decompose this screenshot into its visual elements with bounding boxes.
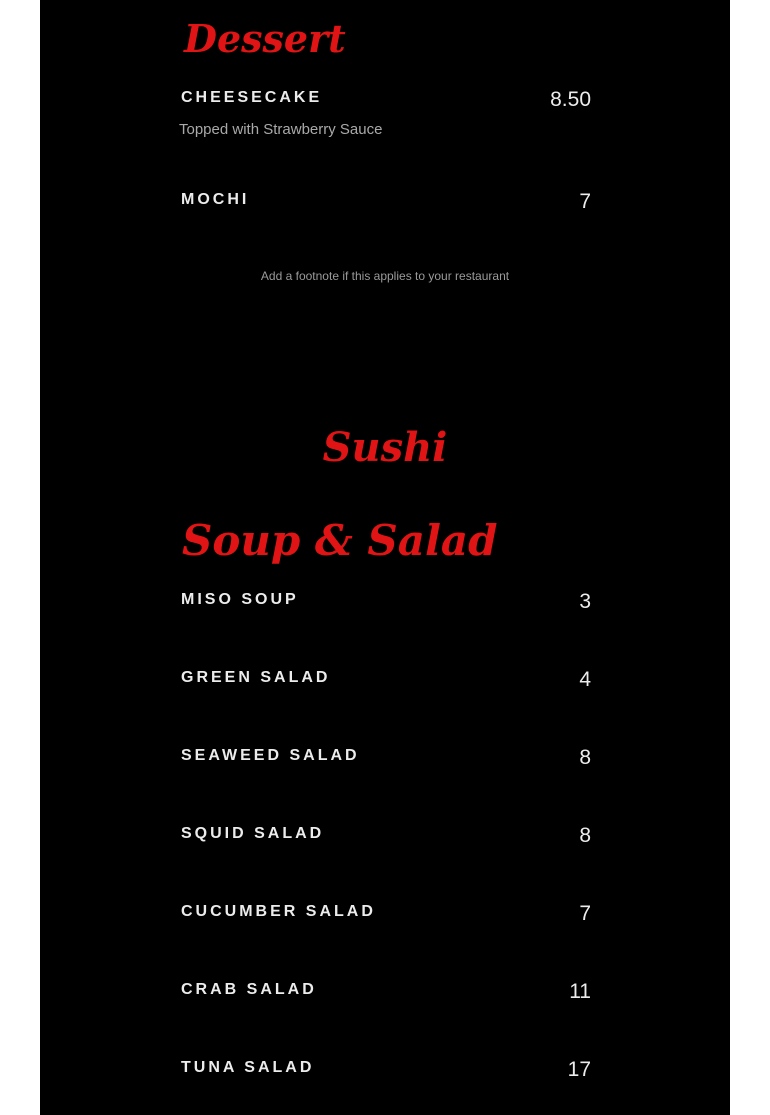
- menu-item-name: MISO SOUP: [181, 591, 299, 608]
- menu-page: [40, 0, 730, 1115]
- menu-item-price: 7: [579, 190, 591, 213]
- menu-item-price: 8: [579, 824, 591, 847]
- menu-item-name: GREEN SALAD: [181, 669, 331, 686]
- menu-item-price: 8.50: [550, 88, 591, 111]
- menu-item-name: TUNA SALAD: [181, 1059, 315, 1076]
- menu-item-name: MOCHI: [181, 191, 250, 208]
- menu-item-price: 7: [579, 902, 591, 925]
- soup-salad-heading: Soup & Salad: [182, 516, 498, 565]
- menu-item-name: SQUID SALAD: [181, 825, 325, 842]
- footnote: Add a footnote if this applies to your restaurant: [260, 269, 510, 283]
- menu-item-price: 8: [579, 746, 591, 769]
- menu-item-price: 3: [579, 590, 591, 613]
- menu-item-price: 11: [569, 980, 591, 1003]
- menu-item-name: SEAWEED SALAD: [181, 747, 360, 764]
- dessert-heading: Dessert: [184, 16, 346, 61]
- menu-item-name: CUCUMBER SALAD: [181, 903, 376, 920]
- sushi-heading: Sushi: [322, 424, 448, 471]
- menu-item-price: 4: [579, 668, 591, 691]
- menu-item-description: Topped with Strawberry Sauce: [179, 121, 383, 138]
- menu-item-name: CRAB SALAD: [181, 981, 317, 998]
- menu-item-price: 17: [567, 1058, 591, 1081]
- menu-item-name: CHEESECAKE: [181, 89, 323, 106]
